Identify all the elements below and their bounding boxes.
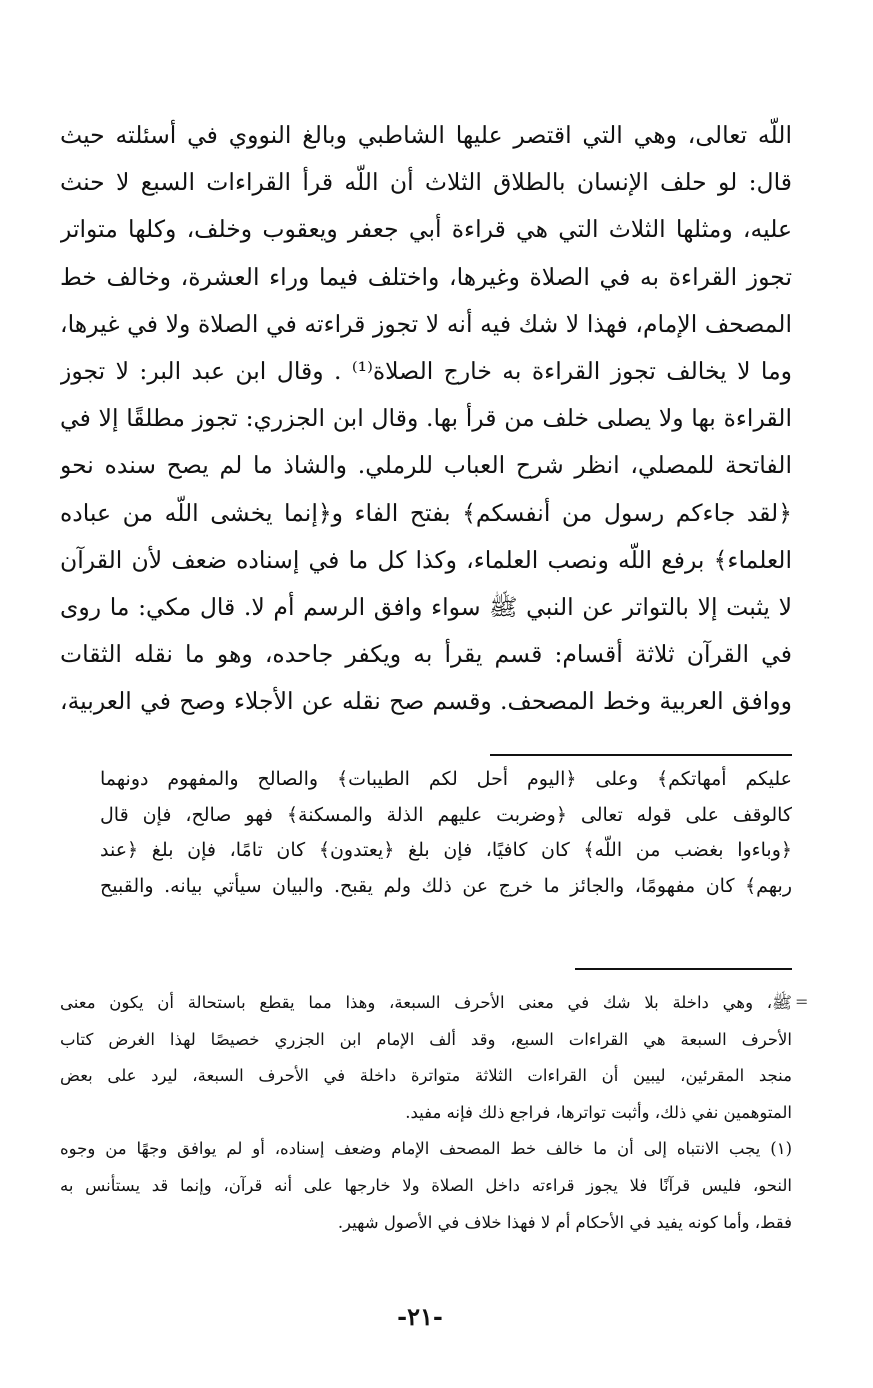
main-line: قال: لو حلف الإنسان بالطلاق الثلاث أن اللّه قرأ القراءات السبع لا حنث: [60, 168, 792, 197]
main-line: وما لا يخالف تجوز القراءة به خارج الصلاة⁽¹⁾ . وقال ابن عبد البر: لا تجوز: [60, 356, 792, 385]
main-line: القراءة بها ولا يصلى خلف من قرأ بها. وقال ابن الجزري: تجوز مطلقًا إلا في: [60, 404, 792, 433]
main-line: تجوز القراءة به في الصلاة وغيرها، واختلف فيما وراء العشرة، وخالف خط: [60, 262, 792, 291]
commentary-line: كالوقف على قوله تعالى ﴿وضربت عليهم الذلة والمسكنة﴾ فهو صالح، فإن قال: [100, 803, 792, 826]
main-line: المصحف الإمام، فهذا لا شك فيه أنه لا تجوز قراءته في الصلاة ولا في غيرها،: [60, 309, 792, 338]
footnote-line: (١) يجب الانتباه إلى أن ما خالف خط المصحف الإمام وضعف إسناده، أو لم يوافق وجهًا من وجوه: [60, 1139, 792, 1159]
footnote-line: منجد المقرئين، ليبين أن القراءات الثلاثة متواترة داخلة في الأحرف السبعة، ليرد على بعض: [60, 1066, 792, 1086]
page-number: -٢١-: [397, 1302, 443, 1331]
continuation-mark: =: [795, 992, 809, 1011]
main-line: اللّه تعالى، وهي التي اقتصر عليها الشاطبي وبالغ النووي في أسئلته حيث: [60, 121, 792, 149]
main-line: عليه، ومثلها الثلاث التي هي قراءة أبي جعفر ويعقوب وخلف، وكلها متواتر: [60, 215, 792, 244]
main-text: [60, 112, 792, 725]
footnote-line: ﷺ، وهي داخلة بلا شك في معنى الأحرف السبعة، وهذا مما يقطع باستحالة أن يكون معنى: [60, 993, 792, 1012]
commentary-line: ﴿وباءوا بغضب من اللّه﴾ كان كافيًا، فإن بلغ ﴿يعتدون﴾ كان تامًا، فإن بلغ ﴿عند: [100, 839, 792, 861]
commentary-line: عليكم أمهاتكم﴾ وعلى ﴿اليوم أحل لكم الطيبات﴾ والصالح والمفهوم دونهما: [100, 768, 792, 790]
commentary-divider: [490, 754, 792, 756]
main-line: ووافق العربية وخط المصحف. وقسم صح نقله عن الأجلاء وصح في العربية،: [60, 687, 792, 716]
main-line: الفاتحة للمصلي، انظر شرح العباب للرملي. والشاذ ما لم يصح سنده نحو: [60, 451, 792, 480]
footnote-line: المتوهمين نفي ذلك، وأثبت تواترها، فراجع ذلك فإنه مفيد.: [405, 1102, 792, 1122]
footnote-line: الأحرف السبعة هي القراءات السبع، وقد ألف الإمام ابن الجزري خصيصًا لهذا الغرض كتاب: [60, 1029, 792, 1049]
commentary-line: ربهم﴾ كان مفهومًا، والجائز ما خرج عن ذلك ولم يقبح. والبيان سيأتي بيانه. والقبيح: [100, 874, 792, 897]
main-line: في القرآن ثلاثة أقسام: قسم يقرأ به ويكفر جاحده، وهو ما نقله الثقات: [60, 640, 792, 669]
footnote-line: النحو، فليس قرآنًا فلا يجوز قراءته داخل الصلاة ولا خارجها على أنه قرآن، وإنما قد يستأنس به: [60, 1175, 792, 1195]
footnote-divider: [575, 968, 792, 970]
main-line: لا يثبت إلا بالتواتر عن النبي ﷺ سواء وافق الرسم أم لا. قال مكي: ما روى: [60, 592, 792, 621]
commentary-text: [100, 762, 792, 904]
main-line: ﴿لقد جاءكم رسول من أنفسكم﴾ بفتح الفاء و﴿إنما يخشى اللّه من عباده: [60, 498, 792, 527]
footnote-line: فقط، وأما كونه يفيد في الأحكام أم لا فهذا خلاف في الأصول شهير.: [337, 1212, 792, 1232]
footnotes: [60, 985, 792, 1241]
main-line: العلماء﴾ برفع اللّه ونصب العلماء، وكذا كل ما في إسناده ضعف لأن القرآن: [60, 545, 792, 574]
